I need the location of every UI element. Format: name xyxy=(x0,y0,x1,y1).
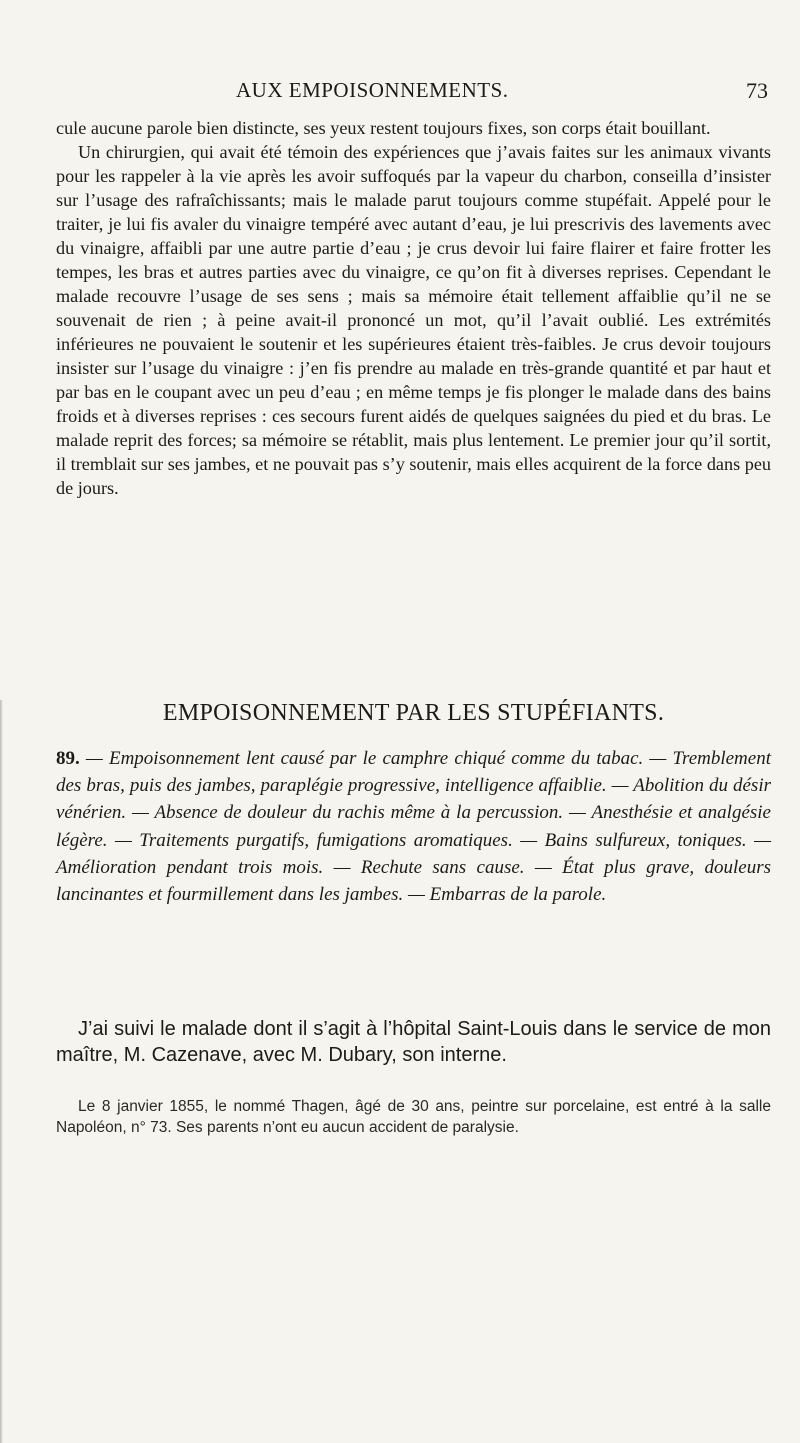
page-edge-shadow xyxy=(0,700,3,1443)
case-number: 89. xyxy=(56,748,80,769)
case-introduction: J’ai suivi le malade dont il s’agit à l’hôpital Saint-Louis dans le service de mon maître, M. Cazenave, avec M. Dubary, son interne. xyxy=(56,1018,771,1066)
case-observation: Le 8 janvier 1855, le nommé Thagen, âgé de 30 ans, peintre sur porcelaine, est entré à la salle Napoléon, n° 73. Ses parents n’ont eu aucun accident de paralysie. xyxy=(56,1098,771,1136)
paragraph-treatment: Un chirurgien, qui avait été témoin des expériences que j’avais faites sur les animaux vivants pour les rappeler à la vie après les avoir suffoqués par la vapeur du charbon, conseilla d’insister sur l’usage des rafraîchissants; mais le malade parut toujours comme stupéfait. Appelé pour le traiter, je lui fis avaler du vinaigre tempéré avec autant d’eau, je lui prescrivis des lavements avec du vinaigre, affaibli par une autre partie d’eau ; je crus devoir lui faire flairer et faire frotter les tempes, les bras et autres parties avec du vinaigre, ce qu’on fit à diverses reprises. Cependant le malade recouvre l’usage de ses sens ; mais sa mémoire était tellement affaiblie qu’il ne se souvenait de rien ; à peine avait-il prononcé un mot, qu’il l’avait oublié. Les extrémités inférieures ne pouvaient le soutenir et les supérieures étaient très-faibles. Je crus devoir toujours insister sur l’usage du vinaigre : j’en fis prendre au malade en très-grande quantité et par haut et par bas en le coupant avec un peu d’eau ; en même temps je fis plonger le malade dans des bains froids et à diverses reprises : ces secours furent aidés de quelques saignées du pied et du bras. Le malade reprit des forces; sa mémoire se rétablit, mais plus lentement. Le premier jour qu’il sortit, il tremblait sur ses jambes, et ne pouvait pas s’y soutenir, mais elles acquirent de la force dans peu de jours. xyxy=(56,142,771,498)
page-number: 73 xyxy=(746,78,768,103)
paragraph-continuation: cule aucune parole bien distincte, ses yeux restent toujours fixes, son corps était bouillant. xyxy=(56,118,711,138)
running-head xyxy=(56,78,768,108)
running-title: AUX EMPOISONNEMENTS. xyxy=(236,78,509,102)
body-text xyxy=(56,116,771,500)
section-heading: EMPOISONNEMENT PAR LES STUPÉFIANTS. xyxy=(162,700,665,726)
case-summary-text: — Empoisonnement lent causé par le camphre chiqué comme du tabac. — Tremblement des bras, puis des jambes, paraplégie progressive, intelligence affaiblie. — Abolition du désir vénérien. — Absence de douleur du rachis même à la percussion. — Anesthésie et analgésie légère. — Traitements purgatifs, fumigations aromatiques. — Bains sulfureux, toniques. — Amélioration pendant trois mois. — Rechute sans cause. — État plus grave, douleurs lancinantes et fourmillement dans les jambes. — Embarras de la parole. xyxy=(56,748,771,906)
case-summary xyxy=(56,745,771,908)
